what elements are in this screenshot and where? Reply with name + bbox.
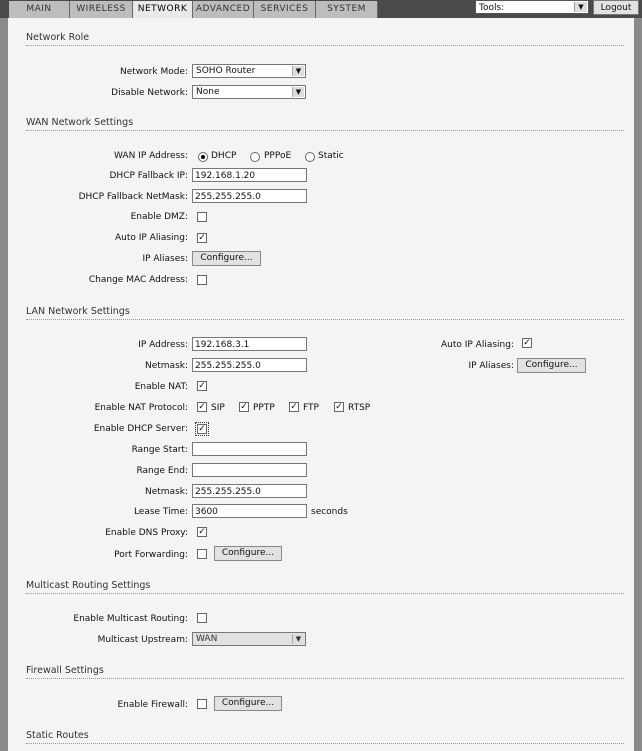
network-mode-value: SOHO Router <box>196 66 256 76</box>
wan-pppoe-label: PPPoE <box>264 151 292 161</box>
tab-services[interactable]: SERVICES <box>254 1 316 18</box>
enable-dhcp-server-checkbox[interactable]: ✓ <box>198 424 206 434</box>
lease-time-unit: seconds <box>311 507 348 517</box>
nat-ftp-checkbox[interactable]: ✓ <box>290 402 298 412</box>
enable-dns-proxy-label: Enable DNS Proxy: <box>105 528 188 538</box>
dhcp-fallback-netmask-label: DHCP Fallback NetMask: <box>78 192 188 202</box>
enable-firewall-checkbox[interactable] <box>197 699 207 709</box>
enable-multicast-routing-checkbox[interactable] <box>197 613 207 623</box>
nat-ftp-label: FTP <box>303 403 319 413</box>
tab-network[interactable]: NETWORK <box>133 1 193 19</box>
lease-time-label: Lease Time: <box>133 507 188 517</box>
lan-ip-address-label: IP Address: <box>138 340 188 350</box>
section-static-routes-title: Static Routes <box>26 730 624 744</box>
lan-auto-ip-aliasing-label: Auto IP Aliasing: <box>440 340 514 350</box>
lan-ip-aliases-configure-button[interactable]: Configure... <box>517 358 586 373</box>
top-navigation-bar <box>0 0 642 18</box>
ip-aliases-label: IP Aliases: <box>142 254 188 264</box>
lan-ip-aliases-label: IP Aliases: <box>468 361 514 371</box>
nat-rtsp-label: RTSP <box>348 403 371 413</box>
lan-netmask-input[interactable]: 255.255.255.0 <box>192 358 307 372</box>
lan-netmask-label: Netmask: <box>144 361 188 371</box>
tab-wireless[interactable]: WIRELESS <box>70 1 133 18</box>
section-firewall-title: Firewall Settings <box>26 665 624 679</box>
enable-nat-protocol-label: Enable NAT Protocol: <box>94 403 188 413</box>
change-mac-address-checkbox[interactable] <box>197 275 207 285</box>
chevron-down-icon: ▼ <box>574 2 587 12</box>
network-mode-select[interactable] <box>192 64 306 78</box>
disable-network-value: None <box>196 87 220 97</box>
multicast-upstream-select[interactable] <box>192 632 306 646</box>
enable-nat-label: Enable NAT: <box>134 382 188 392</box>
chevron-down-icon: ▼ <box>292 87 304 97</box>
lease-time-input[interactable]: 3600 <box>192 504 307 518</box>
network-settings-panel <box>8 18 634 751</box>
enable-multicast-routing-label: Enable Multicast Routing: <box>73 614 188 624</box>
tab-advanced[interactable]: ADVANCED <box>193 1 254 18</box>
lan-ip-address-input[interactable]: 192.168.3.1 <box>192 337 307 351</box>
nat-sip-checkbox[interactable]: ✓ <box>198 402 206 412</box>
chevron-down-icon: ▼ <box>292 66 304 76</box>
section-wan-title: WAN Network Settings <box>26 117 624 131</box>
dhcp-fallback-netmask-input[interactable]: 255.255.255.0 <box>192 189 307 203</box>
network-mode-label: Network Mode: <box>120 67 188 77</box>
range-start-label: Range Start: <box>131 445 188 455</box>
wan-dhcp-radio[interactable] <box>198 152 208 162</box>
nat-rtsp-checkbox[interactable]: ✓ <box>335 402 343 412</box>
lan-auto-ip-aliasing-checkbox[interactable]: ✓ <box>523 338 531 348</box>
range-start-input[interactable] <box>192 442 307 456</box>
auto-ip-aliasing-checkbox[interactable]: ✓ <box>198 233 206 243</box>
nat-pptp-label: PPTP <box>253 403 275 413</box>
dhcp-fallback-ip-input[interactable]: 192.168.1.20 <box>192 168 307 182</box>
firewall-configure-button[interactable]: Configure... <box>214 696 282 711</box>
wan-ip-address-label: WAN IP Address: <box>114 151 188 161</box>
tab-main[interactable]: MAIN <box>9 1 70 18</box>
section-lan-title: LAN Network Settings <box>26 306 624 320</box>
nat-pptp-checkbox[interactable]: ✓ <box>240 402 248 412</box>
enable-firewall-label: Enable Firewall: <box>117 700 188 710</box>
disable-network-label: Disable Network: <box>111 88 188 98</box>
section-multicast-title: Multicast Routing Settings <box>26 580 624 594</box>
range-end-input[interactable] <box>192 463 307 477</box>
section-network-role-title: Network Role <box>26 32 624 46</box>
disable-network-select[interactable] <box>192 85 306 99</box>
change-mac-address-label: Change MAC Address: <box>88 275 188 285</box>
wan-dhcp-label: DHCP <box>211 151 237 161</box>
auto-ip-aliasing-label: Auto IP Aliasing: <box>114 233 188 243</box>
port-forwarding-label: Port Forwarding: <box>114 550 188 560</box>
enable-nat-checkbox[interactable]: ✓ <box>198 381 206 391</box>
tools-dropdown[interactable] <box>475 0 589 14</box>
dhcp-fallback-ip-label: DHCP Fallback IP: <box>109 171 188 181</box>
tools-dropdown-value: Tools: <box>479 3 505 13</box>
chevron-down-icon: ▼ <box>292 634 304 644</box>
multicast-upstream-value: WAN <box>196 634 218 644</box>
enable-dns-proxy-checkbox[interactable]: ✓ <box>198 527 206 537</box>
logout-button[interactable]: Logout <box>593 0 639 15</box>
nat-sip-label: SIP <box>211 403 225 413</box>
wan-ip-aliases-configure-button[interactable]: Configure... <box>192 251 261 266</box>
wan-static-radio[interactable] <box>305 152 315 162</box>
enable-dmz-label: Enable DMZ: <box>130 212 188 222</box>
wan-pppoe-radio[interactable] <box>250 152 260 162</box>
port-forwarding-configure-button[interactable]: Configure... <box>214 546 282 561</box>
port-forwarding-checkbox[interactable] <box>197 549 207 559</box>
enable-dmz-checkbox[interactable] <box>197 212 207 222</box>
dhcp-netmask-input[interactable]: 255.255.255.0 <box>192 484 307 498</box>
wan-static-label: Static <box>318 151 344 161</box>
dhcp-netmask-label: Netmask: <box>144 487 188 497</box>
tab-system[interactable]: SYSTEM <box>316 1 378 18</box>
multicast-upstream-label: Multicast Upstream: <box>97 635 188 645</box>
enable-dhcp-server-label: Enable DHCP Server: <box>93 424 188 434</box>
range-end-label: Range End: <box>136 466 188 476</box>
